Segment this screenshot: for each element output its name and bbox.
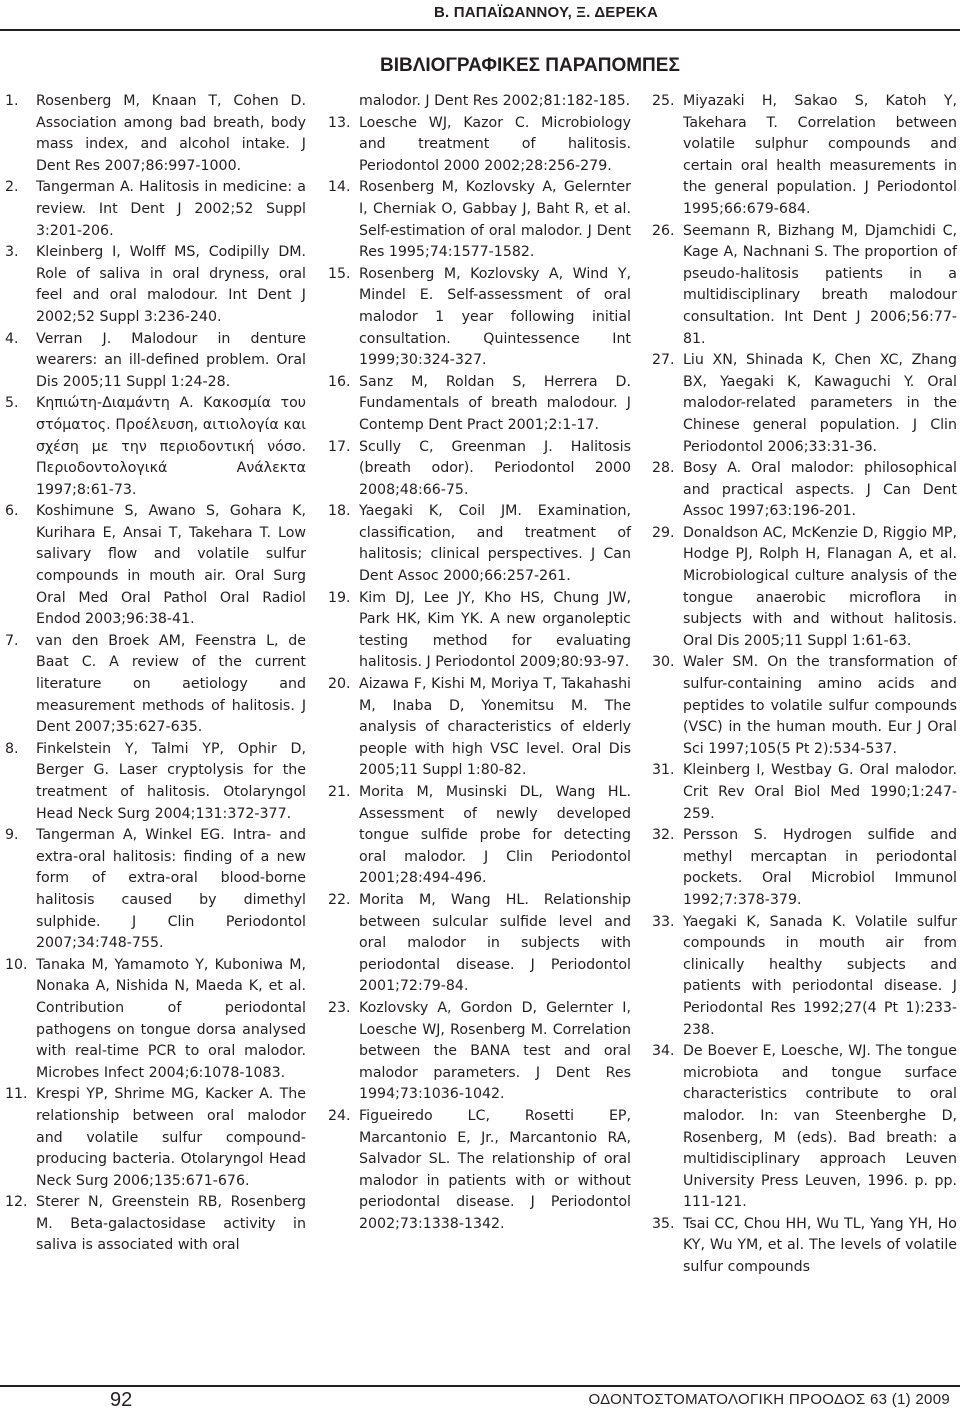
reference-continuation: malodor. J Dent Res 2002;81:182-185. (359, 93, 631, 109)
reference-text: Kozlovsky A, Gordon D, Gelernter I, Loesche WJ, Rosenberg M. Correlation between the BANA test and oral malodor parameters. J Dent Res 1994;73:1036-1042. (359, 999, 631, 1103)
reference-text: Scully C, Greenman J. Halitosis (breath odor). Periodontol 2000 2008;48:66-75. (359, 438, 631, 498)
reference-item (5, 393, 306, 501)
reference-number: 23. (328, 999, 351, 1016)
reference-text: Tangerman A. Halitosis in medicine: a review. Int Dent J 2002;52 Suppl 3:201-206. (36, 179, 306, 239)
reference-number: 6. (5, 503, 19, 520)
reference-text: Figueiredo LC, Rosetti EP, Marcantonio E, Jr., Marcantonio RA, Salvador SL. The relationship of oral malodor in patients with or without periodontal disease. J Periodontol 2002;73:1338-1342. (359, 1107, 631, 1232)
reference-number: 17. (328, 438, 351, 455)
reference-item (328, 588, 631, 674)
reference-item (5, 329, 306, 394)
reference-item (328, 674, 631, 782)
reference-text: Kleinberg I, Westbay G. Oral malodor. Crit Rev Oral Biol Med 1990;1:247-259. (683, 762, 957, 822)
reference-text: Tangerman A, Winkel EG. Intra- and extra-oral halitosis: finding of a new form of extra-oral blood-borne halitosis caused by dimethyl sulphide. J Clin Periodontol 2007;34:748-755. (36, 827, 306, 952)
reference-item (652, 825, 957, 911)
reference-text: Koshimune S, Awano S, Gohara K, Kurihara E, Ansai T, Takehara T. Low salivary flow and volatile sulfur compounds in mouth air. Oral Surg Oral Med Oral Pathol Oral Radiol Endod 2003;96:38-41. (36, 503, 306, 628)
reference-number: 14. (328, 179, 351, 196)
reference-item (328, 372, 631, 437)
reference-number: 16. (328, 373, 351, 390)
reference-text: Tanaka M, Yamamoto Y, Kuboniwa M, Nonaka A, Nishida N, Maeda K, et al. Contribution of periodontal pathogens on tongue dorsa analysed with real-time PCR to oral malodor. Microbes Infect 2004;6:1078-1083. (36, 956, 306, 1081)
reference-item (652, 760, 957, 825)
reference-number: 19. (328, 589, 351, 606)
reference-item (5, 631, 306, 739)
reference-item (652, 1214, 957, 1279)
reference-text: Loesche WJ, Kazor C. Microbiology and treatment of halitosis. Periodontol 2000 2002;28:256-279. (359, 114, 631, 174)
reference-text: Rosenberg M, Kozlovsky A, Gelernter I, Cherniak O, Gabbay J, Baht R, et al. Self-estimation of oral malodor. J Dent Res 1995;74:1577-1582. (359, 179, 631, 261)
reference-item (5, 1192, 306, 1257)
reference-item (5, 825, 306, 955)
reference-number: 30. (652, 654, 675, 671)
reference-item (5, 739, 306, 825)
reference-item (328, 1106, 631, 1236)
reference-number: 32. (652, 827, 675, 844)
reference-text: Morita M, Wang HL. Relationship between sulcular sulfide level and oral malodor in subjects with periodontal disease. J Periodontol 2001;72:79-84. (359, 891, 631, 995)
reference-number: 13. (328, 114, 351, 131)
reference-number: 31. (652, 762, 675, 779)
reference-number: 15. (328, 265, 351, 282)
reference-text: Rosenberg M, Knaan T, Cohen D. Association among bad breath, body mass index, and alcohol intake. J Dent Res 2007;86:997-1000. (36, 93, 306, 174)
reference-text: Miyazaki H, Sakao S, Katoh Y, Takehara T. Correlation between volatile sulphur compounds and certain oral health measurements in the general population. J Periodontol 1995;66:679-684. (683, 93, 957, 217)
reference-item (328, 264, 631, 372)
reference-text: Waler SM. On the transformation of sulfur-containing amino acids and peptides to volatile sulfur compounds (VSC) in the human mouth. Eur J Oral Sci 1997;105(5 Pt 2):534-537. (683, 654, 957, 757)
reference-item (5, 91, 306, 177)
reference-item (5, 955, 306, 1085)
reference-text: Persson S. Hydrogen sulfide and methyl mercaptan in periodontal pockets. Oral Microbiol Immunol 1992;7:378-379. (683, 827, 957, 908)
references-column-3 (652, 91, 957, 1279)
reference-item (652, 652, 957, 760)
reference-item (328, 113, 631, 178)
reference-item (652, 350, 957, 458)
reference-number: 28. (652, 460, 675, 477)
references-column-2 (328, 91, 631, 1235)
reference-number: 7. (5, 632, 19, 649)
reference-number: 2. (5, 179, 19, 196)
reference-text: Finkelstein Y, Talmi YP, Ophir D, Berger G. Laser cryptolysis for the treatment of halitosis. Otolaryngol Head Neck Surg 2004;131:372-377. (36, 740, 306, 822)
reference-number: 3. (5, 244, 19, 261)
reference-number: 26. (652, 222, 675, 239)
reference-item (652, 221, 957, 351)
reference-text: Κηπιώτη-Διαμάντη Α. Κακοσμία του στόματος. Προέλευση, αιτιολογία και σχέση με την περιοδοντική νόσο. Περιοδοντολογικά Ανάλεκτα 1997;8:61-73. (36, 395, 306, 498)
reference-number: 11. (5, 1086, 28, 1103)
footer-rule (0, 1385, 960, 1387)
reference-item (328, 501, 631, 587)
reference-text: Sanz M, Roldan S, Herrera D. Fundamentals of breath malodour. J Contemp Dent Pract 2001;2:1-17. (359, 373, 631, 433)
reference-text: Sterer N, Greenstein RB, Rosenberg M. Beta-galactosidase activity in saliva is associated with oral (36, 1194, 306, 1254)
reference-text: Kim DJ, Lee JY, Kho HS, Chung JW, Park HK, Kim YK. A new organoleptic testing method for evaluating halitosis. J Periodontol 2009;80:93-97. (359, 589, 631, 671)
journal-name: ΟΔΟΝΤΟΣΤΟΜΑΤΟΛΟΓΙΚΗ ΠΡΟΟΔΟΣ 63 (1) 2009 (588, 1391, 950, 1408)
references-column-1 (5, 91, 306, 1257)
reference-number: 1. (5, 93, 19, 109)
reference-text: Bosy A. Oral malodor: philosophical and practical aspects. J Can Dent Assoc 1997;63:196-201. (683, 460, 957, 520)
reference-item (328, 890, 631, 998)
reference-item (652, 912, 957, 1042)
reference-number: 34. (652, 1043, 675, 1060)
reference-number: 21. (328, 784, 351, 800)
reference-item (328, 782, 631, 890)
reference-item (328, 998, 631, 1106)
reference-text: Verran J. Malodour in denture wearers: an ill-defined problem. Oral Dis 2005;11 Suppl 1:24-28. (36, 330, 306, 390)
reference-text: Aizawa F, Kishi M, Moriya T, Takahashi M, Inaba D, Yonemitsu M. The analysis of characteristics of elderly people with high VSC level. Oral Dis 2005;11 Suppl 1:80-82. (359, 676, 631, 779)
reference-item (5, 501, 306, 631)
running-head: Β. ΠΑΠΑΪΩΑΝΝΟΥ, Ξ. ΔΕΡΕΚΑ (433, 4, 658, 21)
reference-number: 33. (652, 913, 675, 930)
reference-number: 5. (5, 395, 19, 412)
reference-item (652, 458, 957, 523)
section-title: ΒΙΒΛΙΟΓΡΑΦΙΚΕΣ ΠΑΡΑΠΟΜΠΕΣ (380, 55, 680, 76)
reference-number: 25. (652, 93, 675, 109)
reference-text: van den Broek AM, Feenstra L, de Baat C. A review of the current literature on aetiology and measurement methods of halitosis. J Dent 2007;35:627-635. (36, 632, 306, 736)
reference-text: Morita M, Musinski DL, Wang HL. Assessment of newly developed tongue sulfide probe for detecting oral malodor. J Clin Periodontol 2001;28:494-496. (359, 784, 631, 887)
reference-item (5, 242, 306, 328)
reference-text: Yaegaki K, Coil JM. Examination, classification, and treatment of halitosis; clinical perspectives. J Can Dent Assoc 2000;66:257-261. (359, 503, 631, 585)
reference-text: Tsai CC, Chou HH, Wu TL, Yang YH, Ho KY, Wu YM, et al. The levels of volatile sulfur compounds (683, 1215, 957, 1276)
reference-item (652, 523, 957, 653)
reference-item (652, 91, 957, 221)
reference-item (328, 177, 631, 263)
page-number: 92 (110, 1389, 133, 1411)
reference-number: 9. (5, 827, 19, 844)
reference-text: Donaldson AC, McKenzie D, Riggio MP, Hodge PJ, Rolph H, Flanagan A, et al. Microbiological culture analysis of the tongue anaerobic microflora in subjects with and without halitosis. Oral Dis 2005;11 Suppl 1:61-63. (683, 524, 957, 649)
reference-number: 35. (652, 1215, 675, 1232)
reference-number: 29. (652, 524, 675, 541)
reference-text: Kleinberg I, Wolff MS, Codipilly DM. Role of saliva in oral dryness, oral feel and oral malodour. Int Dent J 2002;52 Suppl 3:236-240. (36, 244, 306, 325)
reference-item (5, 177, 306, 242)
reference-text: Seemann R, Bizhang M, Djamchidi C, Kage A, Nachnani S. The proportion of pseudo-halitosis patients in a multidisciplinary breath malodour consultation. Int Dent J 2006;56:77-81. (683, 222, 957, 347)
reference-text: Krespi YP, Shrime MG, Kacker A. The relationship between oral malodor and volatile sulfur compound-producing bacteria. Otolaryngol Head Neck Surg 2006;135:671-676. (36, 1086, 306, 1189)
reference-number: 12. (5, 1194, 28, 1211)
reference-text: Rosenberg M, Kozlovsky A, Wind Y, Mindel E. Self-assessment of oral malodor 1 year following initial consultation. Quintessence Int 1999;30:324-327. (359, 265, 631, 369)
reference-number: 8. (5, 740, 19, 757)
reference-number: 10. (5, 956, 28, 973)
reference-number: 24. (328, 1107, 351, 1124)
reference-text: De Boever E, Loesche, WJ. The tongue microbiota and tongue surface characteristics contribute to oral malodor. In: van Steenberghe D, Rosenberg, M (eds). Bad breath: a multidisciplinary approach Leuven University Press Leuven, 1996. p. pp. 111-121. (683, 1043, 957, 1211)
reference-number: 22. (328, 891, 351, 908)
reference-item (652, 1041, 957, 1214)
reference-item (5, 1084, 306, 1192)
reference-text: Liu XN, Shinada K, Chen XC, Zhang BX, Yaegaki K, Kawaguchi Y. Oral malodor-related parameters in the Chinese general population. J Clin Periodontol 2006;33:31-36. (683, 352, 957, 455)
reference-item (328, 437, 631, 502)
reference-number: 27. (652, 352, 675, 369)
reference-number: 4. (5, 330, 19, 347)
header-rule (0, 29, 960, 31)
reference-text: Yaegaki K, Sanada K. Volatile sulfur compounds in mouth air from clinically healthy subjects and patients with periodontal disease. J Periodontal Res 1992;27(4 Pt 1):233-238. (683, 913, 957, 1038)
reference-number: 18. (328, 503, 351, 520)
reference-number: 20. (328, 676, 351, 693)
